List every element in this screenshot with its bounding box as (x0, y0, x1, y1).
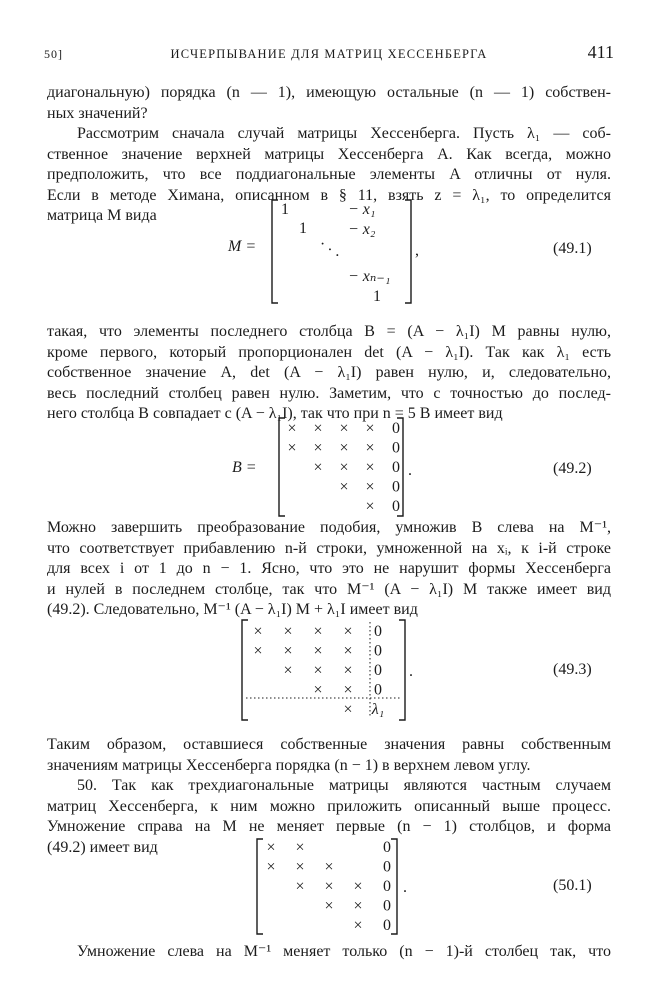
matrix-entry: 0 (383, 878, 391, 895)
left-bracket (272, 200, 278, 303)
matrix-entry: λ₁ (371, 701, 385, 718)
text-line: что соответствует прибавлению n-й строки, умноженной на xᵢ, к i-й строке (47, 539, 611, 557)
paragraph-left-multiplication (47, 942, 611, 963)
equation-49-3 (0, 616, 657, 726)
matrix-entry: − x₁ (348, 201, 376, 218)
text-line: кроме первого, который пропорционален det (A − λ₁I). Так как λ₁ есть (47, 343, 611, 361)
matrix-entry: 0 (374, 662, 382, 679)
right-bracket (399, 620, 405, 720)
matrix-entry: − x₂ (348, 221, 376, 238)
matrix-entry: × (313, 681, 323, 699)
equation-49-1 (0, 195, 657, 310)
matrix-entry: 0 (383, 897, 391, 915)
matrix-entry: × (266, 839, 276, 856)
matrix-entry: × (295, 878, 305, 895)
eq-comma: , (415, 242, 419, 259)
matrix-entry: 1 (299, 220, 307, 237)
paragraph-last-column (47, 322, 611, 425)
matrix-entry: × (353, 878, 363, 895)
eq-lhs: M = (228, 238, 257, 255)
matrix-entry: × (343, 642, 353, 660)
text-line: Таким образом, оставшиеся собственные значения равны собственным (47, 736, 611, 753)
matrix-entry: × (295, 839, 305, 856)
eq-period: . (408, 462, 412, 479)
paragraph-continuation (47, 83, 611, 124)
text-line: Можно завершить преобразование подобия, умножив B слева на M⁻¹, (47, 519, 611, 536)
text-line: собственное значение A, det (A − λ₁I) равен нулю, и, следовательно, (47, 364, 611, 381)
matrix-entry: × (324, 878, 334, 895)
text-line: и нулей в последнем столбце, так что M⁻¹ (A − λ₁I) M также имеет вид (47, 580, 611, 598)
text-line: диагональную) порядка (n — 1), имеющую остальные (n — 1) собствен- (47, 84, 611, 101)
text-line: весь последний столбец равен нулю. Заметим, что с точностью до послед- (47, 384, 611, 402)
text-line: него столбца B совпадает с (A − λ₁I), так что при n = 5 B имеет вид (47, 405, 503, 422)
matrix-entry: × (339, 478, 349, 496)
matrix-entry: × (313, 439, 323, 457)
matrix-entry: × (365, 459, 375, 476)
matrix-entry: − xₙ₋₁ (348, 268, 391, 285)
matrix-entry: × (295, 858, 305, 876)
matrix-entry: 0 (383, 917, 391, 934)
matrix-entry: × (324, 858, 334, 876)
text-line: 50. Так как трехдиагональные матрицы являются частным случаем (77, 777, 611, 794)
matrix-entry: × (339, 459, 349, 476)
matrix-entry: × (365, 439, 375, 457)
equation-50-1 (0, 836, 657, 938)
matrix-entry: × (353, 897, 363, 915)
matrix-entry: 0 (392, 439, 400, 457)
text-line: ственное значение верхней матрицы Хессенберга A. Как всегда, можно (47, 145, 611, 163)
running-header (44, 44, 614, 66)
eq-period: . (403, 879, 407, 896)
matrix-entry: × (283, 623, 293, 640)
matrix-entry: × (283, 662, 293, 679)
equation-number: (49.2) (553, 460, 592, 477)
eq-lhs: B = (232, 459, 257, 476)
equation-49-2 (0, 415, 657, 520)
matrix-entry: 0 (374, 623, 382, 640)
matrix-entry: × (313, 642, 323, 660)
equation-number: (49.3) (553, 661, 592, 678)
matrix-entry: × (365, 498, 375, 515)
matrix-entry: × (283, 642, 293, 660)
text-line: (49.2). Следовательно, M⁻¹ (A − λ₁I) M + λ₁I имеет вид (47, 601, 418, 618)
text-line: значениям матрицы Хессенберга порядка (n − 1) в верхнем левом углу. (47, 756, 531, 774)
equation-number: (49.1) (553, 240, 592, 257)
matrix-entry: × (365, 420, 375, 437)
matrix-entry: × (287, 439, 297, 457)
matrix-entry: 1 (281, 201, 289, 218)
text-line: Рассмотрим сначала случай матрицы Хессенберга. Пусть λ₁ — соб- (77, 125, 611, 142)
matrix-entry: 0 (392, 459, 400, 476)
matrix-entry: × (324, 897, 334, 915)
paragraph-conclusion (47, 735, 611, 776)
matrix-entry: × (343, 623, 353, 640)
matrix-entry: × (287, 420, 297, 437)
text-line: предположить, что все поддиагональные элементы A отличны от нуля. (47, 166, 611, 183)
matrix-entry: × (339, 439, 349, 457)
eq-period: . (409, 663, 413, 680)
matrix-entry: 1 (373, 288, 381, 305)
matrix-entry: × (353, 917, 363, 934)
matrix-entry: × (343, 701, 353, 718)
matrix-entry: × (253, 623, 263, 640)
paragraph-similarity (47, 518, 611, 621)
text-line: такая, что элементы последнего столбца B = (A − λ₁I) M равны нулю, (47, 323, 611, 340)
left-bracket (242, 620, 248, 720)
matrix-entry: × (313, 459, 323, 476)
text-line: матриц Хессенберга, к ним можно приложить описанный выше процесс. (47, 797, 611, 815)
left-bracket (257, 839, 263, 934)
matrix-entry: × (313, 662, 323, 679)
matrix-entry: 0 (374, 681, 382, 699)
matrix-entry: × (266, 858, 276, 876)
text-line: Если в методе Химана, описанном в § 11, взять z = λ₁, то определится (47, 186, 611, 204)
matrix-entry: × (343, 662, 353, 679)
matrix-entry: 0 (374, 642, 382, 660)
matrix-entry: × (313, 420, 323, 437)
matrix-entry: 0 (383, 839, 391, 856)
text-line: (49.2) имеет вид (47, 838, 158, 856)
text-line: для всех i от 1 до n − 1. Ясно, что это не нарушит формы Хессенберга (47, 560, 611, 577)
matrix-entry: × (313, 623, 323, 640)
right-bracket (405, 200, 411, 303)
matrix-entry: 0 (392, 478, 400, 496)
matrix-entry: 0 (392, 498, 400, 515)
matrix-entry: × (343, 681, 353, 699)
matrix-entry: × (253, 642, 263, 660)
right-bracket (391, 839, 397, 934)
matrix-entry: 0 (383, 858, 391, 876)
page-number: 411 (587, 42, 614, 62)
section-marker: 50] (44, 47, 63, 61)
text-line: Умножение справа на M не меняет первые (n − 1) столбцов, и форма (47, 818, 611, 835)
text-line: ных значений? (47, 104, 148, 122)
text-line: Умножение слева на M⁻¹ меняет только (n − 1)-й столбец так, что (77, 943, 611, 960)
left-bracket (279, 418, 285, 516)
matrix-entry: × (365, 478, 375, 496)
text-line: матрица M вида (47, 207, 157, 224)
equation-number: (50.1) (553, 877, 592, 894)
diagonal-dots: · · · (314, 235, 345, 265)
matrix-entry: × (339, 420, 349, 437)
matrix-entry: 0 (392, 420, 400, 437)
running-title: ИСЧЕРПЫВАНИЕ ДЛЯ МАТРИЦ ХЕССЕНБЕРГА (170, 47, 488, 61)
